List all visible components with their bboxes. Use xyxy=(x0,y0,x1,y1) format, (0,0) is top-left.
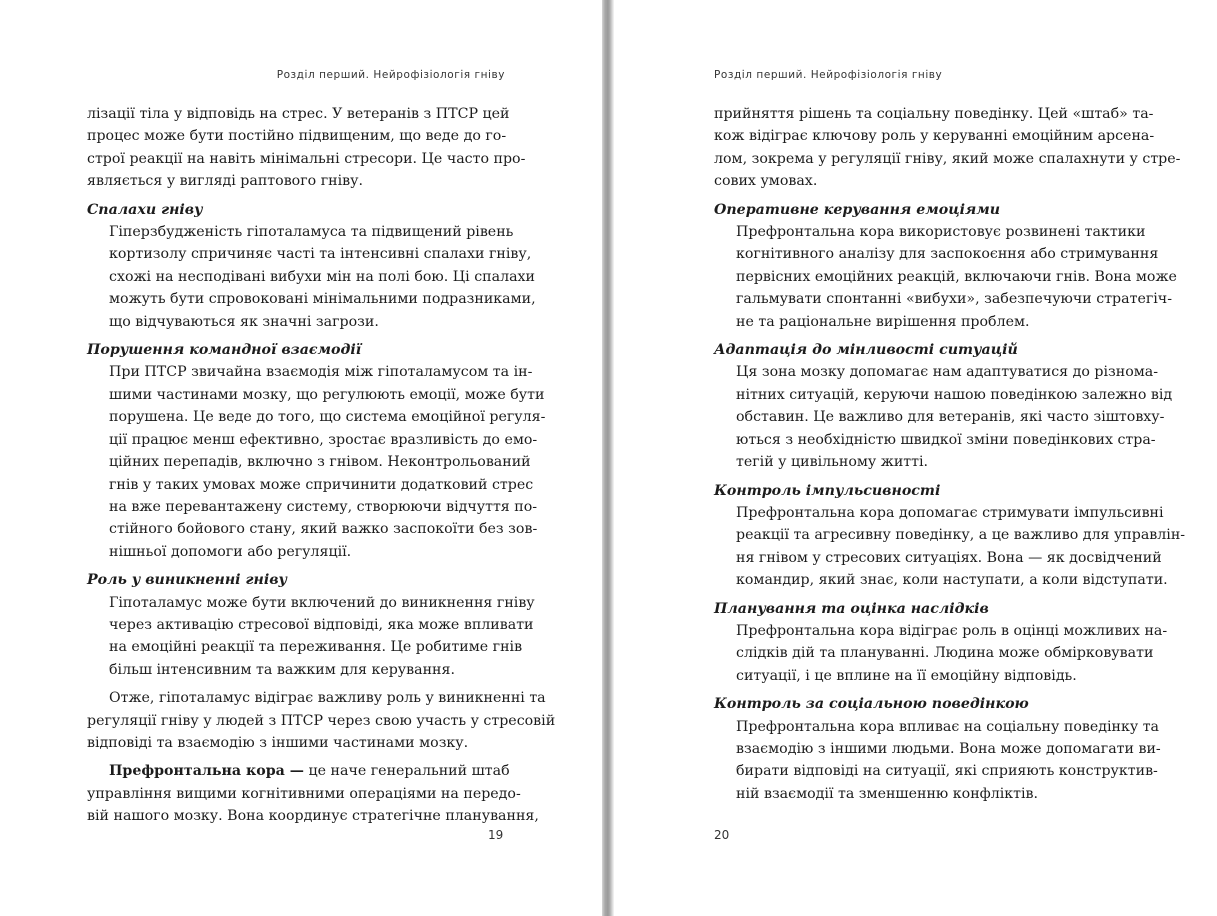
text-line: первісних емоційних реакцій, включаючи гнів. Вона може xyxy=(736,268,1177,285)
text-line: схожі на несподівані вибухи мін на полі бою. Ці спалахи xyxy=(109,268,536,285)
section-heading: Оперативне керування емоціями xyxy=(714,201,1001,218)
text-line: не та раціональне вирішення проблем. xyxy=(736,313,1030,330)
pfc-term: Префронтальна кора — xyxy=(109,763,304,780)
text-line: порушена. Це веде до того, що система емоційної регуля- xyxy=(109,409,546,426)
text-line: строї реакції на навіть мінімальні стресори. Це часто про- xyxy=(87,150,526,167)
running-head: Розділ перший. Нейрофізіологія гніву xyxy=(714,69,943,81)
text-line: бирати відповіді на ситуації, які сприяють конструктив- xyxy=(736,763,1158,780)
section-heading: Порушення командної взаємодії xyxy=(87,342,362,359)
right-page xyxy=(614,0,1217,916)
text-line: ції працює менш ефективно, зростає вразливість до емо- xyxy=(109,431,538,448)
text-line: являється у вигляді раптового гніву. xyxy=(87,173,363,190)
text-line: слідків дій та плануванні. Людина може обмірковувати xyxy=(736,645,1154,662)
text-line: Гіпоталамус може бути включений до виникнення гніву xyxy=(109,594,535,611)
text-line: регуляції гніву у людей з ПТСР через свою участь у стресовій xyxy=(87,712,556,729)
text-line: на вже перевантажену систему, створюючи відчуття по- xyxy=(109,498,538,515)
text-line: прийняття рішень та соціальну поведінку. Цей «штаб» та- xyxy=(714,106,1154,122)
text-line: відповіді та взаємодію з іншими частинами мозку. xyxy=(87,734,469,751)
text-line: При ПТСР звичайна взаємодія між гіпоталамусом та ін- xyxy=(109,364,533,381)
running-head: Розділ перший. Нейрофізіологія гніву xyxy=(276,69,505,81)
text-line: обставин. Це важливо для ветеранів, які часто зіштовху- xyxy=(736,409,1165,426)
text-line: Префронтальна кора використовує розвинені тактики xyxy=(736,224,1146,241)
section-paragraph xyxy=(87,361,546,563)
pfc-first-line: це наче генеральний штаб xyxy=(304,763,510,780)
body-text xyxy=(87,103,556,828)
section-paragraph xyxy=(87,221,536,333)
text-line: процес може бути постійно підвищеним, що веде до го- xyxy=(87,128,507,145)
section-paragraph xyxy=(87,592,535,682)
pfc-paragraph xyxy=(87,760,539,827)
section-heading: Контроль за соціальною поведінкою xyxy=(714,696,1029,713)
text-line: ситуації, і це вплине на її емоційну відповідь. xyxy=(736,667,1077,684)
text-line: ня гнівом у стресових ситуаціях. Вона — як досвідчений xyxy=(736,549,1162,566)
text-line: кортизолу спричиняє часті та інтенсивні спалахи гніву, xyxy=(109,246,532,263)
text-line: ються з необхідністю швидкої зміни поведінкових стра- xyxy=(736,431,1156,448)
text-line: через активацію стресової відповіді, яка може впливати xyxy=(109,616,534,633)
section-paragraph xyxy=(714,221,1177,333)
text-line: управління вищими когнітивними операціями на передо- xyxy=(87,785,521,802)
text-line: командир, який знає, коли наступати, а коли відступати. xyxy=(736,572,1168,589)
text-line xyxy=(87,760,510,782)
text-line: реакції та агресивну поведінку, а це важливо для управлін- xyxy=(736,527,1186,544)
page-number: 20 xyxy=(714,828,730,842)
text-line: ній взаємодії та зменшенню конфліктів. xyxy=(736,785,1039,802)
text-line: Гіперзбудженість гіпоталамуса та підвищений рівень xyxy=(109,224,514,241)
text-line: когнітивного аналізу для заспокоєння або стримування xyxy=(736,246,1159,263)
text-line: гнів у таких умовах може спричинити додатковий стрес xyxy=(109,476,534,493)
body-text xyxy=(714,103,1186,805)
text-line: можуть бути спровоковані мінімальними подразниками, xyxy=(109,291,536,308)
left-page xyxy=(0,0,602,916)
text-line: на емоційні реакції та переживання. Це робитиме гнів xyxy=(109,639,523,656)
text-line: більш інтенсивним та важким для керування. xyxy=(109,661,455,678)
section-heading: Планування та оцінка наслідків xyxy=(714,600,989,617)
text-line: лізації тіла у відповідь на стрес. У ветеранів з ПТСР цей xyxy=(87,106,510,122)
section-paragraph xyxy=(714,361,1173,473)
intro-paragraph xyxy=(87,103,526,193)
section-heading: Роль у виникненні гніву xyxy=(87,572,288,589)
intro-paragraph xyxy=(714,103,1181,193)
text-line: стійного бойового стану, який важко заспокоїти без зов- xyxy=(109,521,538,538)
section-paragraph xyxy=(714,502,1186,592)
text-line: тегій у цивільному житті. xyxy=(736,454,929,471)
section-paragraph xyxy=(714,620,1168,687)
text-line: що відчуваються як значні загрози. xyxy=(109,313,379,330)
book-gutter xyxy=(602,0,614,916)
text-line: лом, зокрема у регуляції гніву, який може спалахнути у стре- xyxy=(714,150,1181,167)
text-line: сових умовах. xyxy=(714,173,818,190)
text-line: Ця зона мозку допомагає нам адаптуватися до різнома- xyxy=(736,364,1159,381)
section-heading: Спалахи гніву xyxy=(87,201,203,218)
page-number: 19 xyxy=(488,828,504,842)
text-line: ційних перепадів, включно з гнівом. Неконтрольований xyxy=(109,454,531,471)
text-line: шими частинами мозку, що регулюють емоції, може бути xyxy=(109,386,545,403)
section-heading: Адаптація до мінливості ситуацій xyxy=(714,342,1018,359)
text-line: нішньої допомоги або регуляції. xyxy=(109,543,352,560)
section-paragraph xyxy=(714,716,1161,806)
text-line: взаємодію з іншими людьми. Вона може допомагати ви- xyxy=(736,740,1161,757)
text-line: вій нашого мозку. Вона координує стратегічне планування, xyxy=(87,808,539,825)
summary-paragraph xyxy=(87,687,556,754)
text-line: Префронтальна кора впливає на соціальну поведінку та xyxy=(736,718,1159,735)
text-line: нітних ситуацій, керуючи нашою поведінкою залежно від xyxy=(736,386,1173,403)
text-line: Отже, гіпоталамус відіграє важливу роль у виникненні та xyxy=(109,690,546,707)
text-line: кож відіграє ключову роль у керуванні емоційним арсена- xyxy=(714,128,1155,145)
text-line: гальмувати спонтанні «вибухи», забезпечуючи стратегіч- xyxy=(736,291,1172,308)
section-heading: Контроль імпульсивності xyxy=(714,482,941,499)
text-line: Префронтальна кора відіграє роль в оцінці можливих на- xyxy=(736,622,1168,639)
text-line: Префронтальна кора допомагає стримувати імпульсивні xyxy=(736,504,1164,521)
